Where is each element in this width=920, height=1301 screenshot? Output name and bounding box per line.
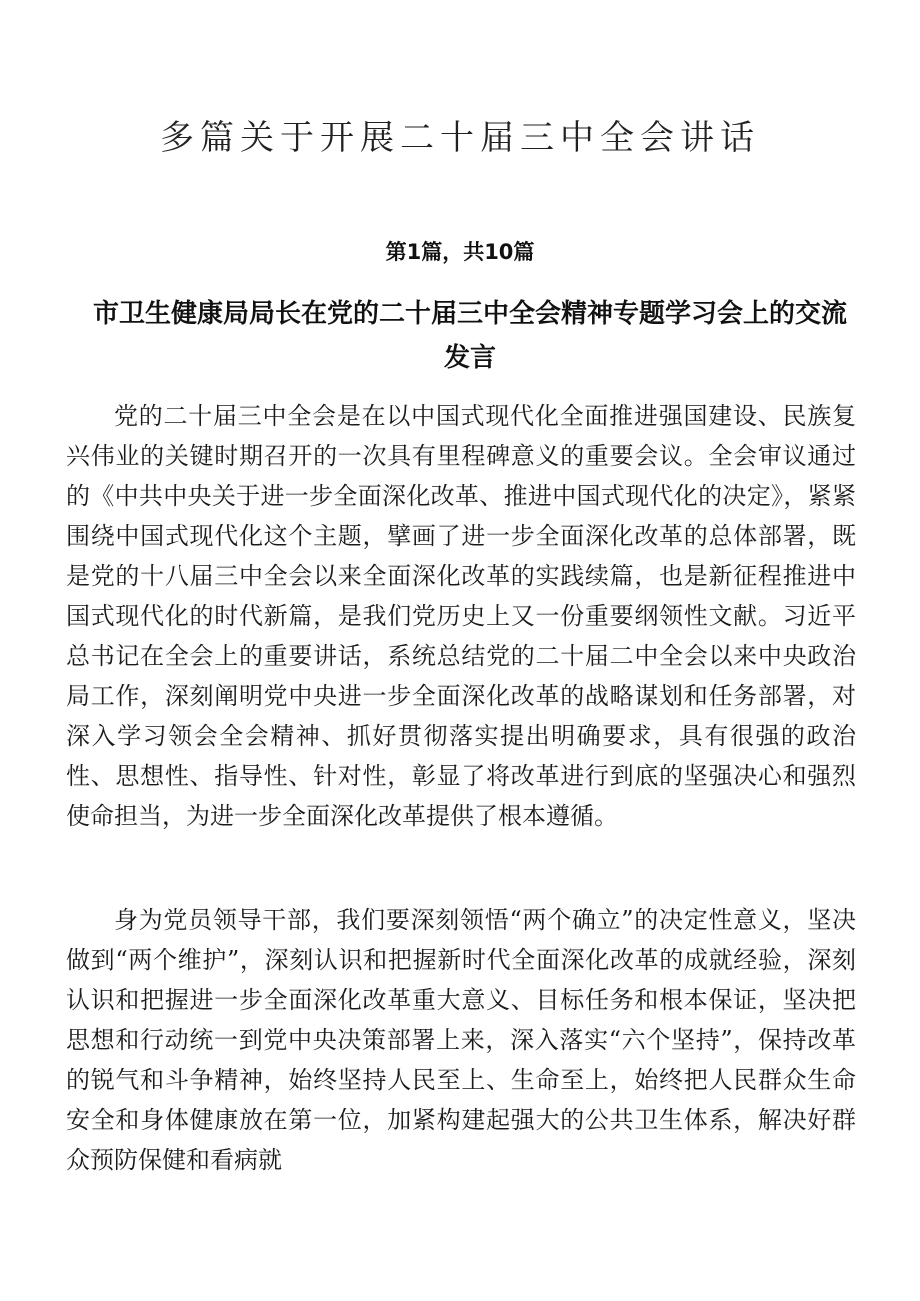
body-paragraph: 身为党员领导干部，我们要深刻领悟“两个确立”的决定性意义，坚决做到“两个维护”，深刻认识和把握新时代全面深化改革的成就经验，深刻认识和把握进一步全面深化改革重大意义、目标任务和根本保证，坚决把思想和行动统一到党中央决策部署上来，深入落实“六个坚持”，保持改革的锐气和斗争精神，始终坚持人民至上、生命至上，始终把人民群众生命安全和身体健康放在第一位，加紧构建起强大的公共卫生体系，解决好群众预防保健和看病就 xyxy=(66,906,856,1174)
body-paragraph: 党的二十届三中全会是在以中国式现代化全面推进强国建设、民族复兴伟业的关键时期召开的一次具有里程碑意义的重要会议。全会审议通过的《中共中央关于进一步全面深化改革、推进中国式现代化的决定》，紧紧围绕中国式现代化这个主题，擘画了进一步全面深化改革的总体部署，既是党的十八届三中全会以来全面深化改革的实践续篇，也是新征程推进中国式现代化的时代新篇，是我们党历史上又一份重要纲领性文献。习近平总书记在全会上的重要讲话，系统总结党的二十届二中全会以来中央政治局工作，深刻阐明党中央进一步全面深化改革的战略谋划和任务部署，对深入学习领会全会精神、抓好贯彻落实提出明确要求，具有很强的政治性、思想性、指导性、针对性，彰显了将改革进行到底的坚强决心和强烈使命担当，为进一步全面深化改革提供了根本遵循。 xyxy=(66,402,856,830)
speech-title: 市卫生健康局局长在党的二十届三中全会精神专题学习会上的交流发言 xyxy=(92,299,847,373)
document-title: 多篇关于开展二十届三中全会讲话 xyxy=(160,118,760,158)
section-indicator: 第1篇，共10篇 xyxy=(385,240,535,264)
